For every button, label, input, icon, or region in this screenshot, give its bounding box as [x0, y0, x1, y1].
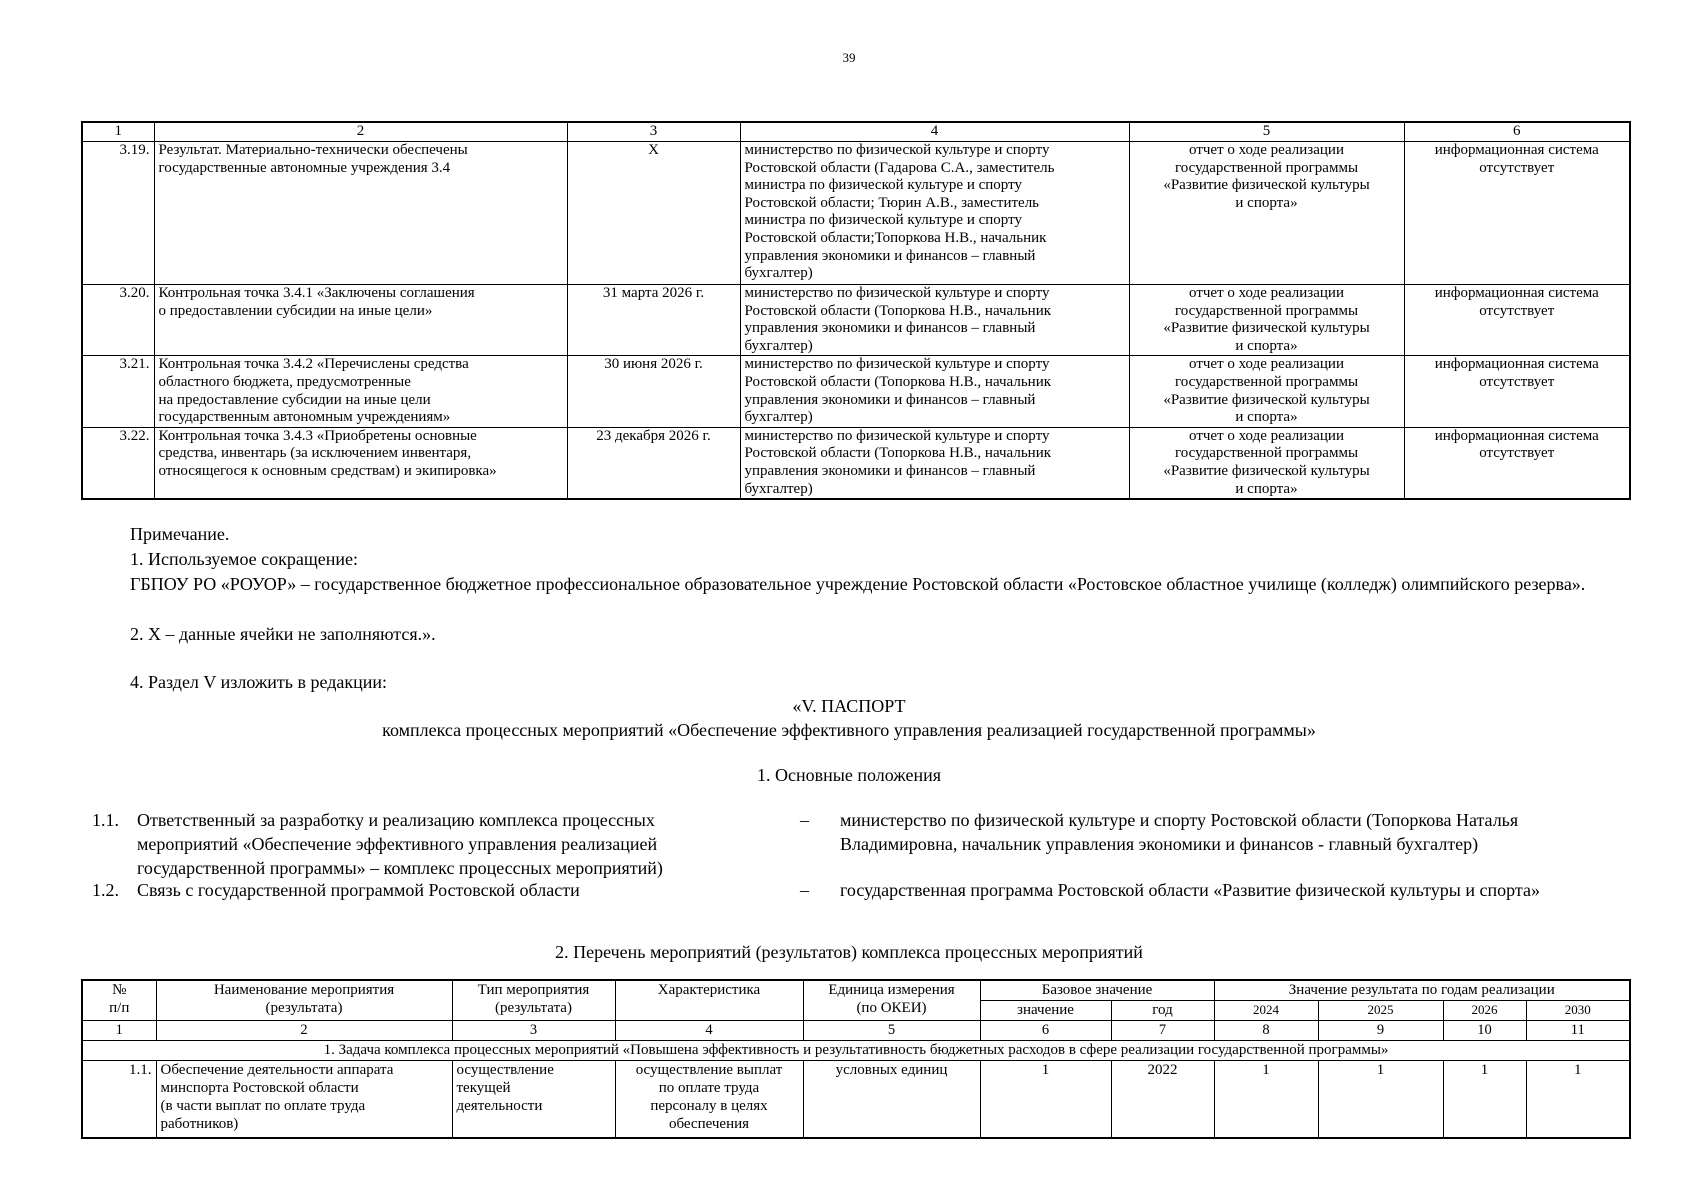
- result-date: Х: [567, 142, 740, 285]
- confirming-document: отчет о ходе реализации государственной программы «Развитие физической культуры и спорта»: [1129, 142, 1404, 285]
- provision-label: Связь с государственной программой Ростовской области: [137, 880, 580, 900]
- value-2026: 1: [1443, 1060, 1526, 1138]
- value-2030: 1: [1526, 1060, 1630, 1138]
- info-system: информационная система отсутствует: [1404, 427, 1630, 499]
- base-value: 1: [980, 1060, 1111, 1138]
- activity-characteristic: осуществление выплат по оплате труда персоналу в целях обеспечения: [615, 1060, 803, 1138]
- column-number: 10: [1443, 1020, 1526, 1040]
- header-type: Тип мероприятия (результата): [452, 980, 615, 1020]
- result-date: 31 марта 2026 г.: [567, 285, 740, 356]
- column-number: 6: [1404, 122, 1630, 142]
- column-numbers-row: [82, 1020, 1630, 1040]
- header-num: № п/п: [82, 980, 156, 1020]
- confirming-document: отчет о ходе реализации государственной программы «Развитие физической культуры и спорта»: [1129, 285, 1404, 356]
- value-2025: 1: [1318, 1060, 1443, 1138]
- provision-dash: –: [800, 810, 809, 830]
- section-2-title: 2. Перечень мероприятий (результатов) комплекса процессных мероприятий: [555, 942, 1143, 962]
- responsible: министерство по физической культуре и спорту Ростовской области (Топоркова Н.В., начальник управления экономики и финансов – главный бухгалтер): [740, 356, 1129, 427]
- row-number: 3.19.: [82, 142, 154, 285]
- info-system: информационная система отсутствует: [1404, 356, 1630, 427]
- section-instruction: 4. Раздел V изложить в редакции:: [130, 672, 388, 692]
- responsible: министерство по физической культуре и спорту Ростовской области (Гадарова С.А., заместитель министра по физической культуре и спорту Ростовской области; Тюрин А.В., заместитель министра по физической культуре и спорту Ростовской области;Топоркова Н.В., начальник управления экономики и финансов – главный бухгалтер): [740, 142, 1129, 285]
- table-header-row: [82, 980, 1630, 1000]
- table-header-row: [82, 122, 1630, 142]
- column-number: 8: [1214, 1020, 1318, 1040]
- notes-abbreviation: ГБПОУ РО «РОУОР» – государственное бюджетное профессиональное образовательное учреждение Ростовской области «Ростовское областное училище (колледж) олимпийского резерва».: [130, 574, 1586, 594]
- column-number: 3: [567, 122, 740, 142]
- header-by-years: Значение результата по годам реализации: [1214, 980, 1630, 1000]
- confirming-document: отчет о ходе реализации государственной программы «Развитие физической культуры и спорта»: [1129, 356, 1404, 427]
- task-title: 1. Задача комплекса процессных мероприятий «Повышена эффективность и результативность бюджетных расходов в сфере реализации государственной программы»: [82, 1040, 1630, 1060]
- activities-table: [81, 979, 1631, 1139]
- confirming-document: отчет о ходе реализации государственной программы «Развитие физической культуры и спорта»: [1129, 427, 1404, 499]
- notes-item-1: 1. Используемое сокращение:: [130, 549, 358, 569]
- results-table: [81, 121, 1631, 500]
- header-year: 2026: [1443, 1000, 1526, 1020]
- table-row: [82, 285, 1630, 356]
- column-number: 9: [1318, 1020, 1443, 1040]
- provision-label: Ответственный за разработку и реализацию комплекса процессных мероприятий «Обеспечение эффективного управления реализацией государственной программы» – комплекс процессных мероприятий): [137, 810, 663, 878]
- base-year: 2022: [1111, 1060, 1214, 1138]
- column-number: 4: [615, 1020, 803, 1040]
- table-row: [82, 356, 1630, 427]
- info-system: информационная система отсутствует: [1404, 285, 1630, 356]
- passport-title: «V. ПАСПОРТ: [792, 696, 906, 716]
- table-row: [82, 142, 1630, 285]
- section-1-title: 1. Основные положения: [757, 765, 941, 785]
- header-base: Базовое значение: [980, 980, 1214, 1000]
- page-number: 39: [842, 50, 856, 65]
- header-year: 2024: [1214, 1000, 1318, 1020]
- activity-type: осуществление текущей деятельности: [452, 1060, 615, 1138]
- column-number: 3: [452, 1020, 615, 1040]
- column-number: 7: [1111, 1020, 1214, 1040]
- notes-item-2: 2. Х – данные ячейки не заполняются.».: [130, 624, 436, 644]
- table-row: [82, 427, 1630, 499]
- provision-value: министерство по физической культуре и спорту Ростовской области (Топоркова Наталья Владимировна, начальник управления экономики и финансов - главный бухгалтер): [840, 810, 1519, 854]
- info-system: информационная система отсутствует: [1404, 142, 1630, 285]
- result-name: Контрольная точка 3.4.1 «Заключены соглашения о предоставлении субсидии на иные цели»: [154, 285, 567, 356]
- header-year: 2030: [1526, 1000, 1630, 1020]
- provision-dash: –: [800, 880, 809, 900]
- column-number: 2: [156, 1020, 452, 1040]
- provision-value: государственная программа Ростовской области «Развитие физической культуры и спорта»: [840, 880, 1540, 900]
- header-name: Наименование мероприятия (результата): [156, 980, 452, 1020]
- column-number: 5: [803, 1020, 980, 1040]
- row-number: 3.20.: [82, 285, 154, 356]
- column-number: 11: [1526, 1020, 1630, 1040]
- column-number: 6: [980, 1020, 1111, 1040]
- result-date: 23 декабря 2026 г.: [567, 427, 740, 499]
- column-number: 4: [740, 122, 1129, 142]
- header-characteristic: Характеристика: [615, 980, 803, 1020]
- column-number: 1: [82, 122, 154, 142]
- row-number: 1.1.: [82, 1060, 156, 1138]
- column-number: 5: [1129, 122, 1404, 142]
- result-name: Контрольная точка 3.4.2 «Перечислены средства областного бюджета, предусмотренные на предоставление субсидии на иные цели государственным автономным учреждениям»: [154, 356, 567, 427]
- result-name: Результат. Материально-технически обеспечены государственные автономные учреждения 3.4: [154, 142, 567, 285]
- value-2024: 1: [1214, 1060, 1318, 1138]
- header-base-value: значение: [980, 1000, 1111, 1020]
- activity-unit: условных единиц: [803, 1060, 980, 1138]
- column-number: 1: [82, 1020, 156, 1040]
- row-number: 3.22.: [82, 427, 154, 499]
- passport-subtitle: комплекса процессных мероприятий «Обеспечение эффективного управления реализацией государственной программы»: [382, 720, 1316, 740]
- task-row: [82, 1040, 1630, 1060]
- result-name: Контрольная точка 3.4.3 «Приобретены основные средства, инвентарь (за исключением инвентаря, относящегося к основным средствам) и экипировка»: [154, 427, 567, 499]
- responsible: министерство по физической культуре и спорту Ростовской области (Топоркова Н.В., начальник управления экономики и финансов – главный бухгалтер): [740, 285, 1129, 356]
- header-year: 2025: [1318, 1000, 1443, 1020]
- table-row: [82, 1060, 1630, 1138]
- notes-title: Примечание.: [130, 524, 230, 544]
- row-number: 3.21.: [82, 356, 154, 427]
- activity-name: Обеспечение деятельности аппарата минспорта Ростовской области (в части выплат по оплате труда работников): [156, 1060, 452, 1138]
- provision-number: 1.1.: [92, 810, 119, 830]
- header-unit: Единица измерения (по ОКЕИ): [803, 980, 980, 1020]
- provision-number: 1.2.: [92, 880, 119, 900]
- column-number: 2: [154, 122, 567, 142]
- responsible: министерство по физической культуре и спорту Ростовской области (Топоркова Н.В., начальник управления экономики и финансов – главный бухгалтер): [740, 427, 1129, 499]
- header-base-year: год: [1111, 1000, 1214, 1020]
- result-date: 30 июня 2026 г.: [567, 356, 740, 427]
